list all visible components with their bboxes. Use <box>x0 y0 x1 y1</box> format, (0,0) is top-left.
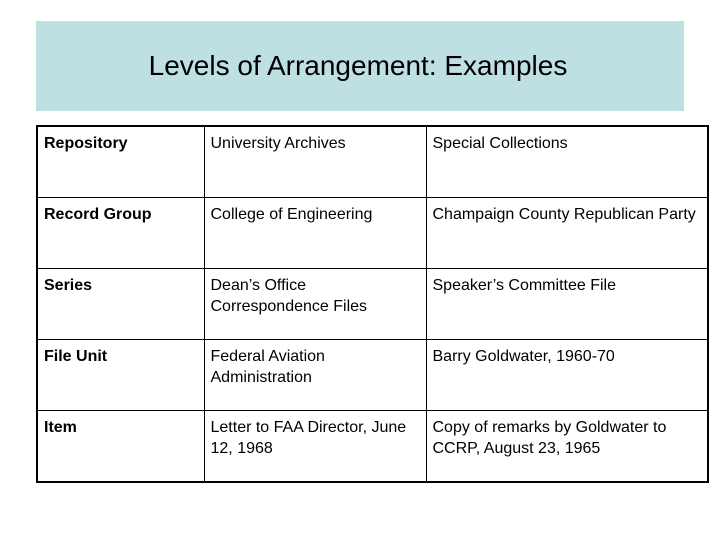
title-banner <box>36 21 684 111</box>
example-cell: Letter to FAA Director, June 12, 1968 <box>204 411 426 483</box>
table-row <box>37 269 708 340</box>
example-cell: Speaker’s Committee File <box>426 269 708 340</box>
example-cell: Champaign County Republican Party <box>426 198 708 269</box>
example-cell: College of Engineering <box>204 198 426 269</box>
table-row <box>37 198 708 269</box>
example-cell: Federal Aviation Administration <box>204 340 426 411</box>
level-cell: Series <box>37 269 204 340</box>
example-cell: Barry Goldwater, 1960-70 <box>426 340 708 411</box>
example-cell: Dean’s Office Correspondence Files <box>204 269 426 340</box>
example-cell: University Archives <box>204 126 426 198</box>
level-cell: Record Group <box>37 198 204 269</box>
table-row <box>37 411 708 483</box>
levels-table <box>36 125 709 483</box>
table-row <box>37 340 708 411</box>
level-cell: Item <box>37 411 204 483</box>
slide-title: Levels of Arrangement: Examples <box>148 50 568 81</box>
example-cell: Special Collections <box>426 126 708 198</box>
example-cell: Copy of remarks by Goldwater to CCRP, August 23, 1965 <box>426 411 708 483</box>
level-cell: Repository <box>37 126 204 198</box>
level-cell: File Unit <box>37 340 204 411</box>
table-row <box>37 126 708 198</box>
